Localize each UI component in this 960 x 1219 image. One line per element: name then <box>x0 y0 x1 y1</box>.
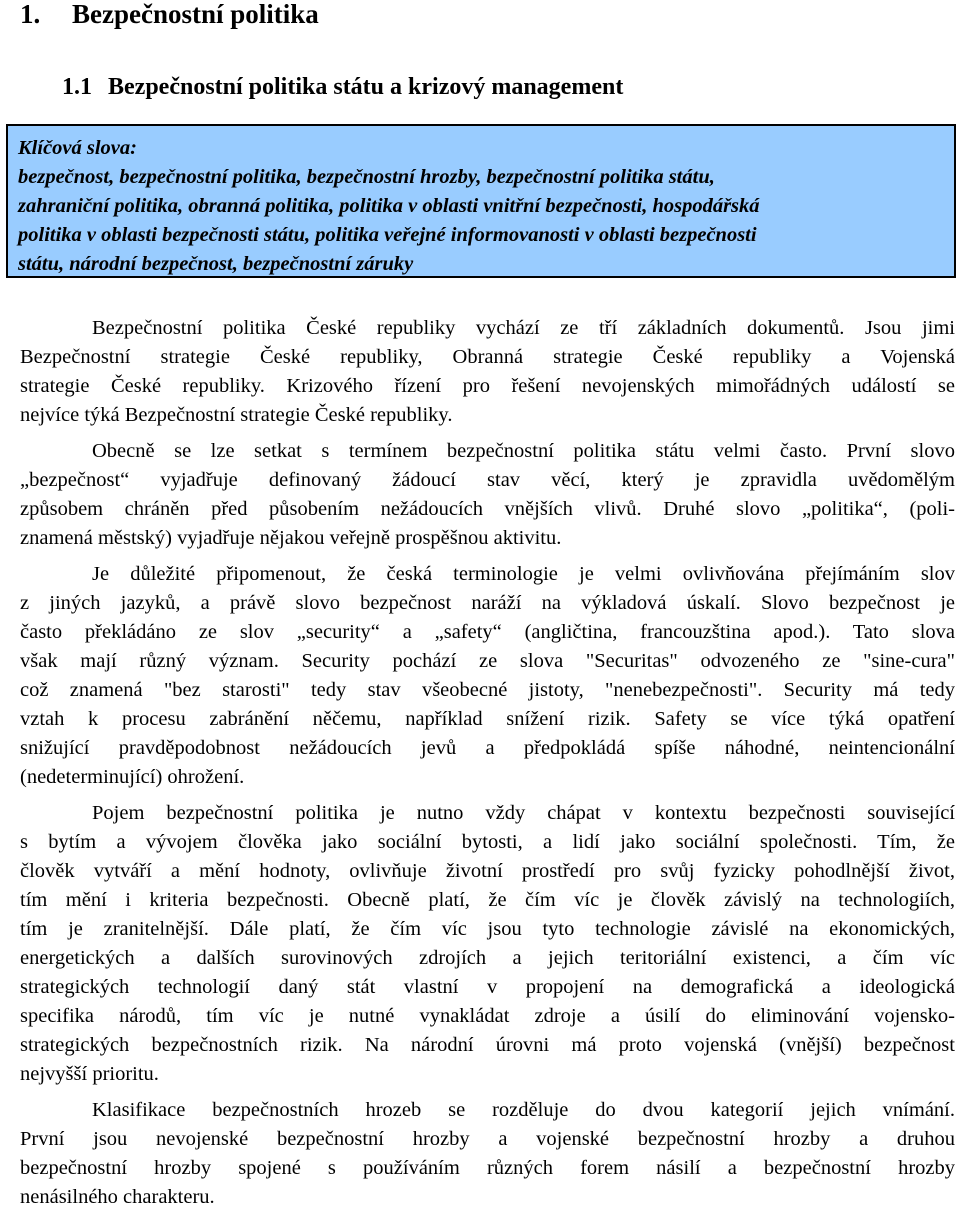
paragraph-line: Obecně se lze setkat s termínem bezpečnostní politika státu velmi často. První slovo <box>92 440 955 462</box>
paragraph <box>20 799 955 1089</box>
paragraph-line: nenásilného charakteru. <box>20 1186 215 1208</box>
paragraph-line: s bytím a vývojem člověka jako sociální bytosti, a lidí jako sociální společnosti. Tím, že <box>20 831 955 853</box>
paragraph-line: snižující pravděpodobnost nežádoucích jevů a předpokládá spíše náhodné, neintencionální <box>20 737 955 759</box>
heading-1-number: 1. <box>20 0 41 29</box>
paragraph-line: Bezpečnostní politika České republiky vychází ze tří základních dokumentů. Jsou jimi <box>92 317 955 339</box>
paragraph-line: energetických a dalších surovinových zdrojích a jejich teritoriální existenci, a čím víc <box>20 947 955 969</box>
paragraph-line: tím mění i kriteria bezpečnosti. Obecně platí, že čím víc je člověk závislý na technologiích, <box>20 889 955 911</box>
paragraph-line: často překládáno ze slov „security“ a „safety“ (angličtina, francouzština apod.). Tato slova <box>20 621 955 643</box>
heading-1-title: Bezpečnostní politika <box>72 0 319 29</box>
paragraph-line: Bezpečnostní strategie České republiky, Obranná strategie České republiky a Vojenská <box>20 346 955 368</box>
paragraph-line: nejvyšší prioritu. <box>20 1063 159 1085</box>
heading-2 <box>62 72 623 102</box>
paragraph-line: což znamená "bez starosti" tedy stav všeobecné jistoty, "nenebezpečnosti". Security má tedy <box>20 679 955 701</box>
paragraph-line: tím je zranitelnější. Dále platí, že čím víc jsou tyto technologie závislé na ekonomických, <box>20 918 955 940</box>
paragraph-line: strategie České republiky. Krizového řízení pro řešení nevojenských mimořádných událostí se <box>20 375 955 397</box>
paragraph-line: Klasifikace bezpečnostních hrozeb se rozděluje do dvou kategorií jejich vnímání. <box>92 1099 955 1121</box>
keywords-line: státu, národní bezpečnost, bezpečnostní záruky <box>18 253 414 275</box>
paragraph <box>20 560 955 792</box>
paragraph <box>20 1096 955 1212</box>
paragraph <box>20 314 955 430</box>
keywords-line: bezpečnost, bezpečnostní politika, bezpečnostní hrozby, bezpečnostní politika státu, <box>18 166 715 188</box>
keywords-box <box>6 124 956 278</box>
paragraph-line: specifika národů, tím víc je nutné vynakládat zdroje a úsilí do eliminování vojensko- <box>20 1005 955 1027</box>
paragraph-line: „bezpečnost“ vyjadřuje definovaný žádoucí stav věcí, který je zpravidla uvědomělým <box>20 469 955 491</box>
paragraph-line: vztah k procesu zabránění něčemu, například snížení rizik. Safety se více týká opatření <box>20 708 955 730</box>
heading-2-number: 1.1 <box>62 74 92 100</box>
keywords-line: zahraniční politika, obranná politika, politika v oblasti vnitřní bezpečnosti, hospodářská <box>18 195 760 217</box>
keywords-title: Klíčová slova: <box>18 137 137 159</box>
paragraph-line: znamená městský) vyjadřuje nějakou veřejně prospěšnou aktivitu. <box>20 527 562 549</box>
paragraph-line: První jsou nevojenské bezpečnostní hrozby a vojenské bezpečnostní hrozby a druhou <box>20 1128 955 1150</box>
paragraph-line: Pojem bezpečnostní politika je nutno vždy chápat v kontextu bezpečnosti související <box>92 802 955 824</box>
paragraph-line: bezpečnostní hrozby spojené s používáním různých forem násilí a bezpečnostní hrozby <box>20 1157 955 1179</box>
keywords-line: politika v oblasti bezpečnosti státu, politika veřejné informovanosti v oblasti bezpečnosti <box>18 224 757 246</box>
paragraph-line: (nedeterminující) ohrožení. <box>20 766 245 788</box>
heading-2-title: Bezpečnostní politika státu a krizový management <box>108 74 624 100</box>
paragraph-line: nejvíce týká Bezpečnostní strategie České republiky. <box>20 404 453 426</box>
heading-1 <box>20 0 319 30</box>
paragraph-line: strategických technologií daný stát vlastní v propojení na demografická a ideologická <box>20 976 955 998</box>
paragraph-line: však mají různý význam. Security pochází ze slova "Securitas" odvozeného ze "sine-cura" <box>20 650 955 672</box>
paragraph-line: způsobem chráněn před působením nežádoucích vnějších vlivů. Druhé slovo „politika“, (poli- <box>20 498 955 520</box>
paragraph <box>20 437 955 553</box>
paragraph-line: strategických bezpečnostních rizik. Na národní úrovni má proto vojenská (vnější) bezpečnost <box>20 1034 955 1056</box>
paragraph-line: z jiných jazyků, a právě slovo bezpečnost naráží na výkladová úskalí. Slovo bezpečnost je <box>20 592 955 614</box>
paragraph-line: Je důležité připomenout, že česká terminologie je velmi ovlivňována přejímáním slov <box>92 563 955 585</box>
paragraph-line: člověk vytváří a mění hodnoty, ovlivňuje životní prostředí pro svůj fyzicky pohodlnější život, <box>20 860 955 882</box>
body-text <box>20 314 955 1219</box>
